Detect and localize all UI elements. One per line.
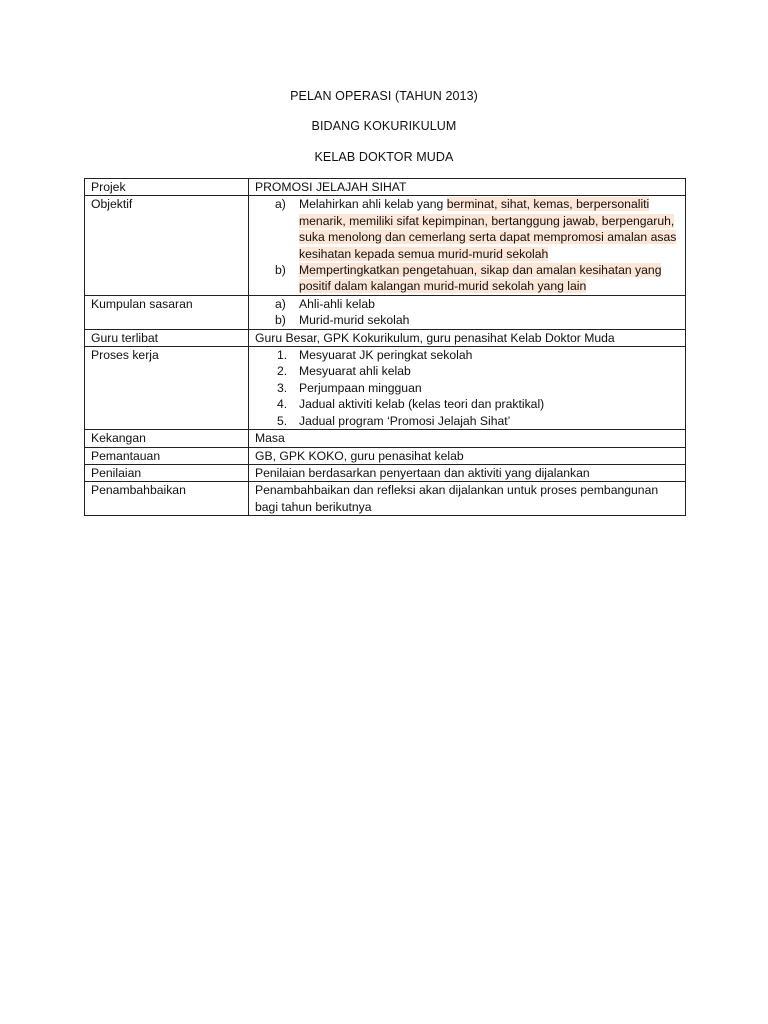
list-item: [255, 363, 681, 379]
table-row-penilaian: [85, 464, 686, 481]
list-marker: 2.: [277, 364, 288, 379]
list-marker: a): [275, 197, 286, 212]
list-item-text: Perjumpaan mingguan: [299, 380, 422, 395]
list-marker: 3.: [277, 380, 288, 395]
row-value: [249, 295, 686, 329]
list-item-text: Mesyuarat ahli kelab: [299, 364, 411, 379]
list-marker: 5.: [277, 413, 288, 428]
list-item: [255, 296, 681, 312]
list-marker: a): [275, 296, 286, 311]
table-row-kumpulan-sasaran: [85, 295, 686, 329]
list-marker: 4.: [277, 397, 288, 412]
table-row-proses-kerja: [85, 347, 686, 430]
row-value: Masa: [249, 430, 686, 447]
list-item: [255, 196, 681, 262]
objective-text-highlighted: berminat, sihat, kemas, berpersonaliti menarik, memiliki sifat kepimpinan, bertanggung jawab, berpengaruh, suka menolong dan cemerlang serta dapat mempromosi amalan asas kesihatan kepada semua murid-murid sekolah: [299, 197, 677, 261]
objective-list: [255, 196, 681, 294]
list-marker: 1.: [277, 348, 288, 363]
row-value: PROMOSI JELAJAH SIHAT: [249, 179, 686, 196]
row-label: Kekangan: [85, 430, 249, 447]
row-label: Penilaian: [85, 464, 249, 481]
list-item-text: Jadual aktiviti kelab (kelas teori dan praktikal): [299, 397, 545, 412]
row-value: [249, 196, 686, 295]
objective-text-highlighted: Mempertingkatkan pengetahuan, sikap dan amalan kesihatan yang positif dalam kalangan murid-murid sekolah yang lain: [299, 263, 662, 294]
table-row-kekangan: [85, 430, 686, 447]
table-row-guru-terlibat: [85, 329, 686, 346]
row-label: Pemantauan: [85, 447, 249, 464]
row-value: Penambahbaikan dan refleksi akan dijalankan untuk proses pembangunan bagi tahun berikutnya: [249, 482, 686, 516]
list-item-text: Murid-murid sekolah: [299, 313, 410, 328]
list-item-text: Ahli-ahli kelab: [299, 296, 375, 311]
list-item: [255, 413, 681, 429]
document-title: PELAN OPERASI (TAHUN 2013): [290, 89, 478, 103]
table-row-pemantauan: [85, 447, 686, 464]
list-item: [255, 347, 681, 363]
list-item: [255, 312, 681, 328]
objective-lead: Melahirkan ahli kelab yang: [299, 197, 447, 212]
row-label: Projek: [85, 179, 249, 196]
row-value: Guru Besar, GPK Kokurikulum, guru penasihat Kelab Doktor Muda: [249, 329, 686, 346]
list-marker: b): [275, 263, 286, 278]
table-row-objektif: [85, 196, 686, 295]
document-subtitle: BIDANG KOKURIKULUM: [311, 119, 457, 133]
list-item-text: Jadual program ‘Promosi Jelajah Sihat’: [299, 413, 511, 428]
table-row-penambahbaikan: [85, 482, 686, 516]
target-group-list: [255, 296, 681, 329]
row-label: Guru terlibat: [85, 329, 249, 346]
row-value: Penilaian berdasarkan penyertaan dan aktiviti yang dijalankan: [249, 464, 686, 481]
row-label: Penambahbaikan: [85, 482, 249, 516]
row-label: Objektif: [85, 196, 249, 295]
table-row-projek: [85, 179, 686, 196]
row-label: Proses kerja: [85, 347, 249, 430]
row-value: GB, GPK KOKO, guru penasihat kelab: [249, 447, 686, 464]
list-marker: b): [275, 313, 286, 328]
list-item: [255, 380, 681, 396]
list-item: [255, 262, 681, 295]
work-process-list: [255, 347, 681, 429]
row-label: Kumpulan sasaran: [85, 295, 249, 329]
operation-plan-table: [84, 178, 686, 516]
row-value: [249, 347, 686, 430]
list-item: [255, 396, 681, 412]
club-name: KELAB DOKTOR MUDA: [314, 150, 454, 164]
list-item-text: Mesyuarat JK peringkat sekolah: [299, 348, 473, 363]
